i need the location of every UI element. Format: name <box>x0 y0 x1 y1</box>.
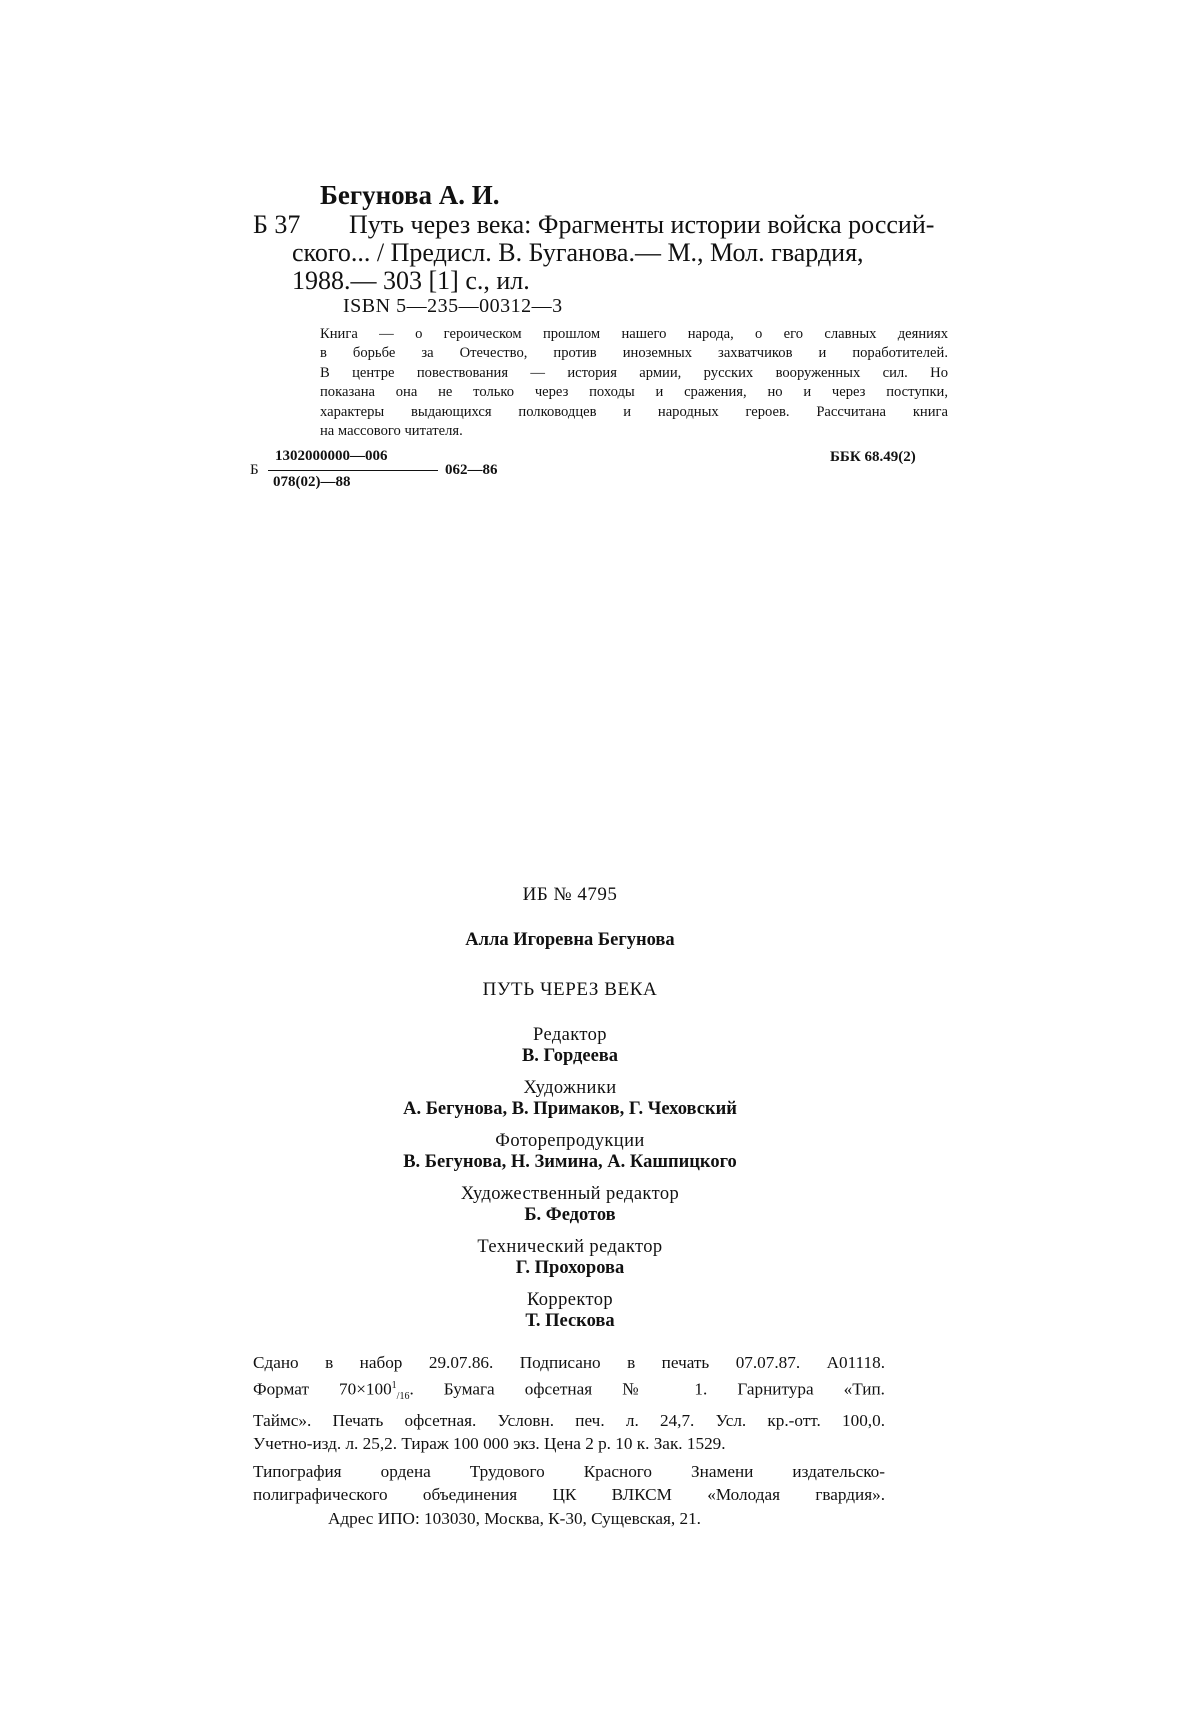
credit-names: В. Гордеева <box>521 1046 619 1066</box>
annotation-line: на массового читателя. <box>320 423 463 440</box>
printing-house <box>253 1460 885 1530</box>
publication-data-line <box>253 1374 885 1409</box>
format-superscript: 1 <box>391 1380 397 1392</box>
format-text-rest: . Бумага офсетная № 1. Гарнитура «Тип. <box>409 1380 885 1400</box>
fraction-bar <box>268 470 438 471</box>
author-full-name: Алла Игоревна Бегунова <box>465 930 675 950</box>
classification-index: Б 37 <box>253 210 301 239</box>
credit-names: А. Бегунова, В. Примаков, Г. Чеховский <box>403 1099 737 1119</box>
code-numerator: 1302000000—006 <box>275 448 388 464</box>
credit-role: Редактор <box>533 1025 607 1045</box>
annotation-line: Книга — о героическом прошлом нашего народа, о его славных деяниях <box>320 326 948 342</box>
publication-data-line: Таймс». Печать офсетная. Условн. печ. л. 24,7. Усл. кр.-отт. 100,0. <box>253 1410 885 1430</box>
publication-data-line: Учетно-изд. л. 25,2. Тираж 100 000 экз. Цена 2 р. 10 к. Зак. 1529. <box>253 1434 726 1454</box>
code-letter: Б <box>250 462 259 478</box>
format-subscript: /16 <box>396 1391 410 1403</box>
credit-names: В. Бегунова, Н. Зимина, А. Кашпицкого <box>403 1152 737 1172</box>
printing-house-line: полиграфического объединения ЦК ВЛКСМ «Молодая гвардия». <box>253 1485 885 1505</box>
printing-house-address: Адрес ИПО: 103030, Москва, К-30, Сущевская, 21. <box>328 1508 701 1528</box>
annotation-line: характеры выдающихся полководцев и народных героев. Рассчитана книга <box>320 403 948 420</box>
annotation-line: показана она не только через походы и сражения, но и через поступки, <box>320 384 948 401</box>
annotation-line: В центре повествования — история армии, русских вооруженных сил. Но <box>320 364 948 381</box>
isbn: ISBN 5—235—00312—3 <box>343 295 563 317</box>
credit-names: Т. Пескова <box>525 1311 615 1331</box>
annotation-line: в борьбе за Отечество, против иноземных захватчиков и поработителей. <box>320 345 948 362</box>
credit-role: Художественный редактор <box>460 1184 680 1204</box>
credit-role: Фоторепродукции <box>495 1131 645 1151</box>
bibliographic-title-line: 1988.— 303 [1] с., ил. <box>292 266 530 295</box>
credit-names: Б. Федотов <box>524 1205 616 1225</box>
ib-number: ИБ № 4795 <box>522 884 618 905</box>
book-title: ПУТЬ ЧЕРЕЗ ВЕКА <box>482 979 658 1000</box>
author-name: Бегунова А. И. <box>320 180 500 210</box>
bbk-code: ББК 68.49(2) <box>830 449 916 465</box>
publication-data-line: Сдано в набор 29.07.86. Подписано в печать 07.07.87. А01118. <box>253 1353 885 1372</box>
bibliographic-title-line: ского... / Предисл. В. Буганова.— М., Мол. гвардия, <box>292 238 864 267</box>
credit-role: Технический редактор <box>477 1237 663 1257</box>
credit-role: Корректор <box>526 1290 614 1310</box>
bibliographic-title-line: Путь через века: Фрагменты истории войска россий- <box>349 210 935 239</box>
printing-house-line: Типография ордена Трудового Красного Знамени издательско- <box>253 1462 885 1481</box>
code-suffix: 062—86 <box>445 462 498 478</box>
publication-data <box>253 1351 885 1456</box>
annotation <box>320 325 948 441</box>
format-text: Формат 70×100 <box>253 1380 392 1400</box>
credit-names: Г. Прохорова <box>515 1258 625 1278</box>
credit-role: Художники <box>523 1078 617 1098</box>
code-denominator: 078(02)—88 <box>273 474 351 490</box>
